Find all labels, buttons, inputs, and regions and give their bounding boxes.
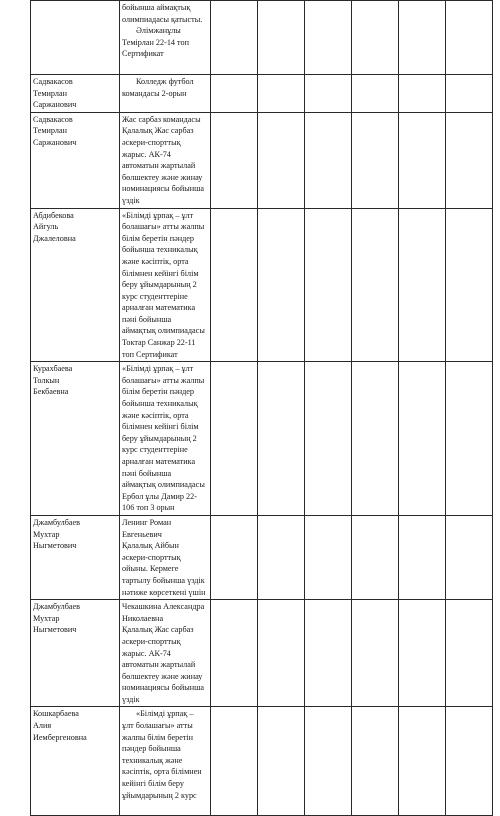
empty-cell [399, 1, 446, 75]
empty-cell [211, 707, 258, 816]
empty-cell [399, 112, 446, 208]
achievement-description-line: Колледж футбол [136, 77, 194, 86]
achievement-description-line: Жас сарбаз командасы [122, 114, 201, 124]
person-name-cell [31, 707, 120, 816]
empty-cell [446, 208, 493, 362]
achievement-description-cell [120, 208, 211, 362]
achievement-description-line: Темірлан 22-14 топ [122, 37, 190, 47]
achievement-description-line: бойынша аймақтық [122, 3, 191, 12]
person-name-line: Ныгметович [33, 541, 77, 551]
empty-cell [352, 600, 399, 707]
person-name-cell [31, 362, 120, 516]
empty-cell [352, 1, 399, 75]
achievement-description-line: нәтиже көрсеткені үшін [122, 587, 206, 597]
empty-cell [305, 75, 352, 113]
achievement-description-line: кәсіптік, орта білімнен [122, 767, 202, 777]
achievement-description-line: жарыс. АК-74 [122, 149, 171, 159]
achievement-description-line: білім беретін пәндер [122, 387, 195, 397]
achievement-description-line: жалпы білім беретін [122, 732, 194, 742]
empty-cell [446, 112, 493, 208]
empty-cell [399, 75, 446, 113]
achievement-description-line: үздік [122, 195, 140, 205]
achievement-description-line: Қалалық Айбын [122, 541, 179, 551]
empty-cell [305, 707, 352, 816]
empty-cell [446, 1, 493, 75]
empty-cell [258, 75, 305, 113]
achievement-description-line: Сертификат [122, 49, 164, 59]
achievement-description-line: бөлшектеу және жинау [122, 172, 203, 182]
person-name-line: Айгуль [33, 222, 59, 232]
empty-cell [446, 707, 493, 816]
achievement-description-line: тартылу бойынша үздік [122, 575, 205, 585]
achievement-description-line: курс студенттеріне [122, 291, 188, 301]
person-name-line: Джамбулбаев [33, 602, 81, 612]
achievement-description-line: олимпиадасы қатысты. [122, 14, 203, 24]
achievement-description-line: ұйымдарының 2 курс [122, 790, 197, 800]
achievement-description-line: автоматын жартылай [122, 161, 196, 171]
achievement-description-line: «Білімді ұрпақ – ұлт [122, 210, 194, 220]
empty-cell [258, 208, 305, 362]
person-name-cell [31, 515, 120, 599]
achievement-description-line: топ Сертификат [122, 349, 178, 359]
person-name-cell [31, 112, 120, 208]
person-name-line: Ныгметович [33, 625, 77, 635]
empty-cell [352, 112, 399, 208]
achievement-description-line: курс студенттеріне [122, 445, 188, 455]
empty-cell [446, 515, 493, 599]
achievement-description-line: Ербол ұлы Дамир 22- [122, 491, 197, 501]
person-name-line: Джамбулбаев [33, 517, 81, 527]
person-name-line: Садвакасов [33, 77, 73, 86]
achievement-description-line: үздік [122, 694, 140, 704]
empty-cell [258, 707, 305, 816]
achievement-description-line: болашағы» атты жалпы [122, 222, 205, 232]
empty-cell [446, 600, 493, 707]
achievement-description-line: бойынша техникалық [122, 399, 198, 409]
empty-cell [211, 112, 258, 208]
achievement-description-line: Қалалық Жас сарбаз [122, 126, 194, 136]
achievement-description-line: пәндер бойынша [122, 744, 181, 754]
achievement-description-line: кейінгі білім беру [122, 779, 184, 789]
empty-cell [399, 208, 446, 362]
person-name-line: Толкын [33, 375, 60, 385]
table-row [31, 1, 493, 75]
empty-cell [211, 1, 258, 75]
table-row [31, 707, 493, 816]
empty-cell [305, 112, 352, 208]
achievement-description-line: бойынша техникалық [122, 245, 198, 255]
empty-cell [305, 362, 352, 516]
person-name-line: Джалеловна [33, 233, 76, 243]
empty-cell [258, 515, 305, 599]
achievement-description-line: ойыны. Кермеге [122, 564, 179, 574]
achievement-description-line: номинациясы бойынша [122, 683, 205, 693]
empty-cell [305, 208, 352, 362]
empty-cell [258, 600, 305, 707]
achievement-description-line: әскери-спорттық [122, 137, 181, 147]
empty-cell [446, 362, 493, 516]
empty-cell [352, 707, 399, 816]
achievement-description-cell [120, 75, 211, 113]
achievement-description-line: «Білімді ұрпақ – [136, 709, 194, 719]
achievement-description-line: жарыс. АК-74 [122, 648, 171, 658]
person-name-line: Мухтар [33, 613, 60, 623]
empty-cell [211, 208, 258, 362]
achievement-description-line: білімнен кейінгі білім [122, 422, 199, 432]
achievement-description-line: автоматын жартылай [122, 660, 196, 670]
achievement-description-cell [120, 112, 211, 208]
empty-cell [399, 600, 446, 707]
achievement-description-line: Чекашкина Александра [122, 602, 205, 612]
person-name-line: Темирлан [33, 88, 67, 98]
empty-cell [446, 75, 493, 113]
person-name-cell [31, 600, 120, 707]
empty-cell [211, 515, 258, 599]
achievement-description-line: 106 топ 3 орын [122, 503, 175, 513]
achievement-description-line: беру ұйымдарының 2 [122, 280, 197, 290]
person-name-line: Иембергеновна [33, 732, 87, 742]
achievement-description-line: беру ұйымдарының 2 [122, 433, 197, 443]
person-name-line: Алия [33, 721, 52, 731]
person-name-line: Бекбаевна [33, 387, 69, 397]
achievement-description-line: Евгеньевич [122, 529, 162, 539]
person-name-line: Абдибекова [33, 210, 74, 220]
achievement-description-line: бөлшектеу және жинау [122, 671, 203, 681]
achievement-description-line: арналған математика [122, 457, 196, 466]
achievement-description-line: арналған математика [122, 303, 196, 313]
person-name-line: Курахбаева [33, 364, 73, 374]
achievement-description-line: әскери-спорттық [122, 636, 181, 646]
empty-cell [352, 515, 399, 599]
achievement-description-line: «Білімді ұрпақ – ұлт [122, 364, 194, 374]
achievement-description-line: Қалалық Жас сарбаз [122, 625, 194, 635]
empty-cell [258, 1, 305, 75]
achievement-description-line: номинациясы бойынша [122, 184, 205, 194]
achievement-description-line: пәні бойынша [122, 314, 172, 324]
table-row [31, 208, 493, 362]
achievement-description-line: техникалық және [122, 755, 183, 765]
person-name-cell [31, 75, 120, 113]
achievement-description-line: білім беретін пәндер [122, 233, 195, 243]
empty-cell [211, 600, 258, 707]
person-name-line: Садвакасов [33, 114, 73, 124]
table-row [31, 75, 493, 113]
achievement-description-line: командасы 2-орын [122, 88, 187, 98]
achievement-description-cell [120, 707, 211, 816]
table-row [31, 362, 493, 516]
achievement-description-line: аймақтық олимпиадасы [122, 326, 205, 336]
achievement-description-cell [120, 1, 211, 75]
achievement-description-line: ұлт болашағы» атты [122, 721, 193, 731]
table-row [31, 112, 493, 208]
empty-cell [258, 112, 305, 208]
achievement-description-cell [120, 362, 211, 516]
results-table-body [31, 1, 493, 816]
achievement-description-line: Әлімжанұлы [136, 26, 181, 36]
empty-cell [352, 75, 399, 113]
empty-cell [258, 362, 305, 516]
person-name-cell [31, 1, 120, 75]
achievement-description-line: аймақтық олимпиадасы [122, 480, 205, 490]
achievement-description-line: Николаевна [122, 613, 164, 623]
empty-cell [305, 515, 352, 599]
empty-cell [352, 362, 399, 516]
person-name-line: Кошкарбаева [33, 709, 79, 719]
empty-cell [305, 600, 352, 707]
achievement-description-line: білімнен кейінгі білім [122, 268, 199, 278]
results-table [30, 0, 493, 816]
achievement-description-line: әскери-спорттық [122, 552, 181, 562]
empty-cell [399, 362, 446, 516]
empty-cell [211, 362, 258, 516]
achievement-description-line: Токтар Санжар 22-11 [122, 338, 196, 348]
achievement-description-line: болашағы» атты жалпы [122, 375, 205, 385]
person-name-line: Саржанович [33, 100, 77, 110]
achievement-description-line: және кәсіптік, орта [122, 410, 189, 420]
empty-cell [305, 1, 352, 75]
person-name-line: Саржанович [33, 137, 77, 147]
empty-cell [399, 515, 446, 599]
empty-cell [352, 208, 399, 362]
achievement-description-cell [120, 600, 211, 707]
achievement-description-line: пәні бойынша [122, 468, 172, 478]
achievement-description-line: Ленинг Роман [122, 517, 172, 527]
achievement-description-line: және кәсіптік, орта [122, 256, 189, 266]
achievement-description-cell [120, 515, 211, 599]
empty-cell [211, 75, 258, 113]
table-row [31, 515, 493, 599]
empty-cell [399, 707, 446, 816]
person-name-line: Темирлан [33, 126, 67, 136]
person-name-cell [31, 208, 120, 362]
person-name-line: Мухтар [33, 529, 60, 539]
table-row [31, 600, 493, 707]
